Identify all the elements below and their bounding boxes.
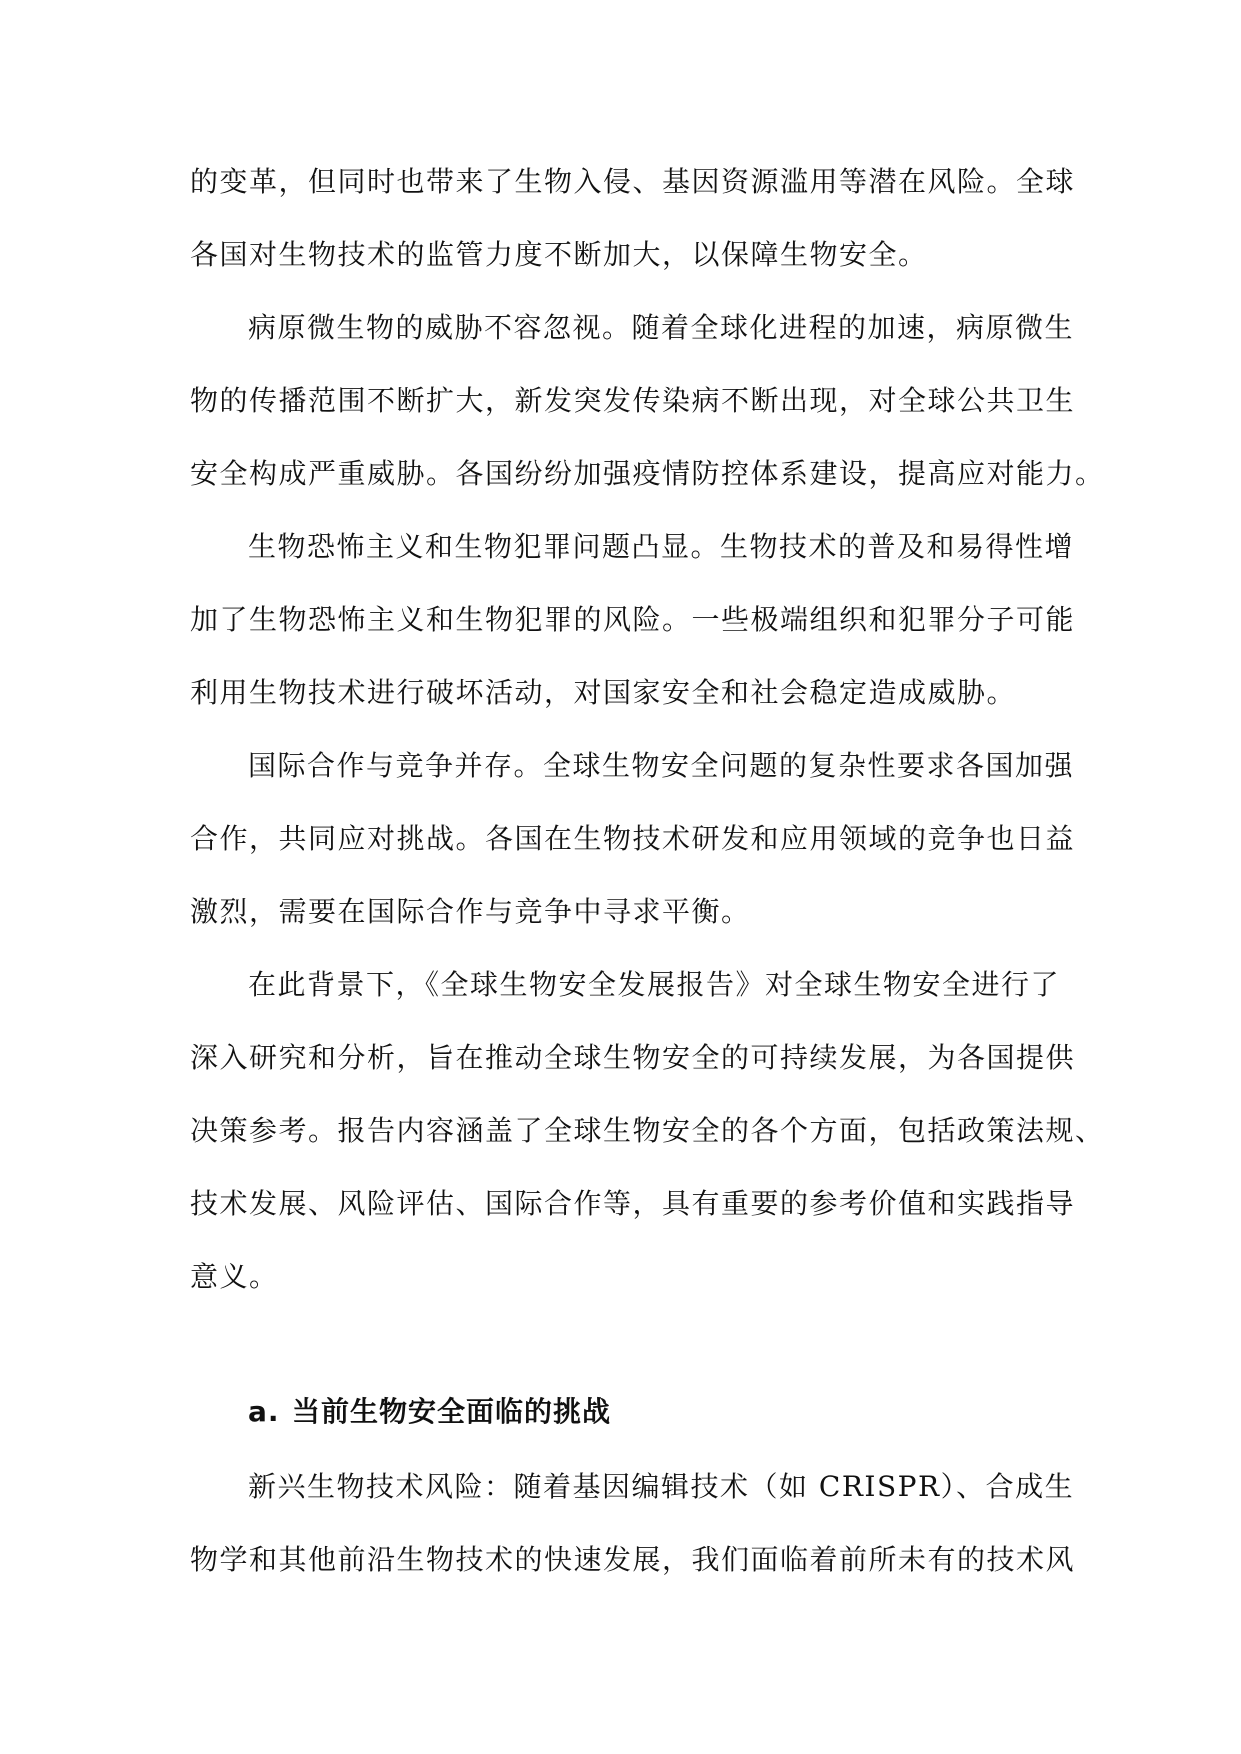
text-line: 物学和其他前沿生物技术的快速发展，我们面临着前所未有的技术风 (190, 1543, 1076, 1576)
text-line: 意义。 (190, 1260, 279, 1293)
body-text (190, 145, 1105, 1313)
paragraph-2 (190, 291, 1105, 510)
text-line: 国际合作与竞争并存。全球生物安全问题的复杂性要求各国加强 (248, 749, 1075, 782)
text-line: 深入研究和分析，旨在推动全球生物安全的可持续发展，为各国提供 (190, 1041, 1076, 1074)
section-heading (248, 1375, 611, 1448)
text-line: 技术发展、风险评估、国际合作等，具有重要的参考价值和实践指导 (190, 1187, 1076, 1220)
paragraph-5 (190, 948, 1105, 1313)
text-line: 利用生物技术进行破坏活动，对国家安全和社会稳定造成威胁。 (190, 676, 1017, 709)
text-line: 各国对生物技术的监管力度不断加大，以保障生物安全。 (190, 238, 928, 271)
text-line: 决策参考。报告内容涵盖了全球生物安全的各个方面，包括政策法规、 (190, 1114, 1105, 1147)
text-line: 物的传播范围不断扩大，新发突发传染病不断出现，对全球公共卫生 (190, 384, 1076, 417)
text-line: 激烈，需要在国际合作与竞争中寻求平衡。 (190, 895, 751, 928)
section-heading-title: 当前生物安全面临的挑战 (292, 1395, 612, 1428)
text-line: 合作，共同应对挑战。各国在生物技术研发和应用领域的竞争也日益 (190, 822, 1076, 855)
text-line: 加了生物恐怖主义和生物犯罪的风险。一些极端组织和犯罪分子可能 (190, 603, 1076, 636)
text-line: 病原微生物的威胁不容忽视。随着全球化进程的加速，病原微生 (248, 311, 1075, 344)
paragraph-3 (190, 510, 1076, 729)
paragraph-1 (190, 145, 1076, 291)
text-line: 安全构成严重威胁。各国纷纷加强疫情防控体系建设，提高应对能力。 (190, 457, 1105, 490)
text-line: 在此背景下，《全球生物安全发展报告》对全球生物安全进行了 (248, 968, 1061, 1001)
text-line: 新兴生物技术风险：随着基因编辑技术（如 CRISPR）、合成生 (248, 1470, 1075, 1503)
text-line: 生物恐怖主义和生物犯罪问题凸显。生物技术的普及和易得性增 (248, 530, 1075, 563)
section-heading-marker: a. (248, 1395, 280, 1428)
section-body-text (190, 1450, 1076, 1596)
section-paragraph (190, 1450, 1076, 1596)
text-line: 的变革，但同时也带来了生物入侵、基因资源滥用等潜在风险。全球 (190, 165, 1076, 198)
paragraph-4 (190, 729, 1076, 948)
